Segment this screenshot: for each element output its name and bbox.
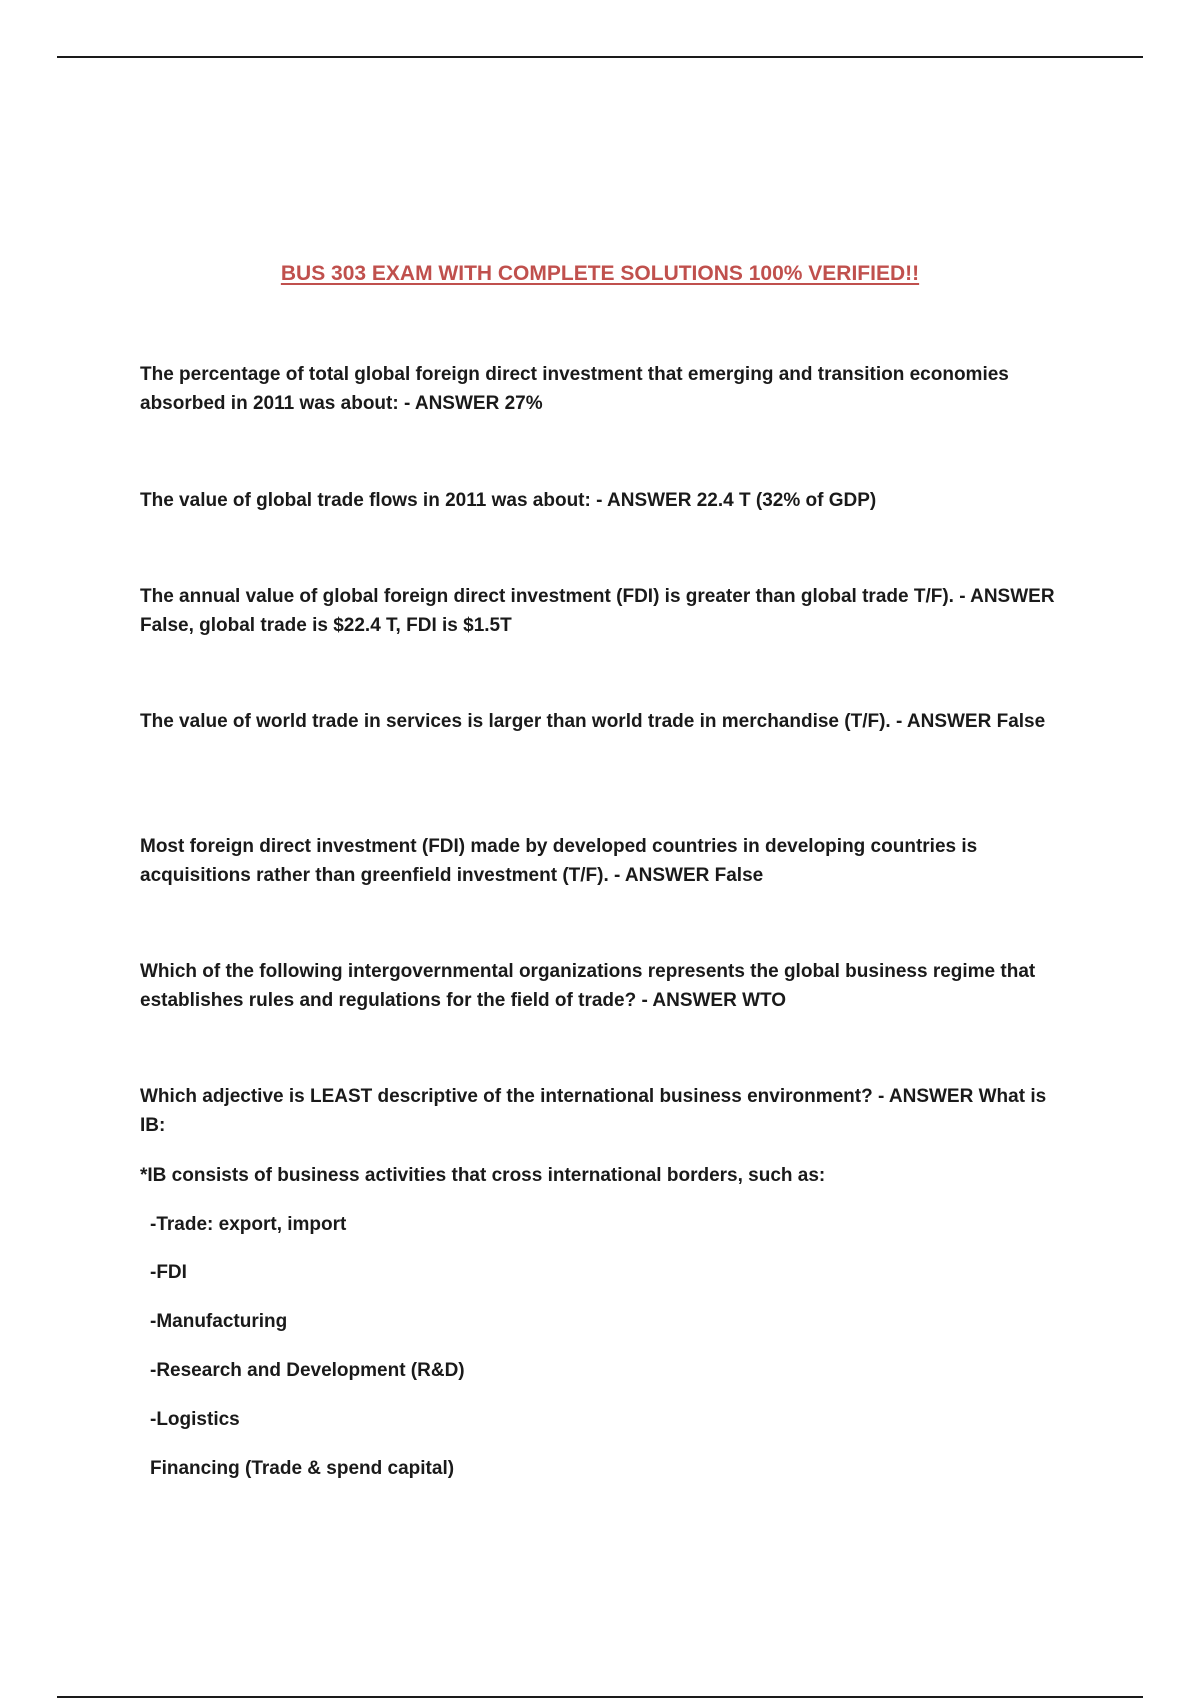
ib-activity-item: Financing (Trade & spend capital) bbox=[150, 1458, 455, 1479]
bottom-rule bbox=[57, 1696, 1143, 1698]
ib-activity-item: -Research and Development (R&D) bbox=[150, 1360, 465, 1381]
document-title: BUS 303 EXAM WITH COMPLETE SOLUTIONS 100% VERIFIED!! bbox=[280, 262, 920, 285]
top-rule bbox=[57, 56, 1143, 58]
question-answer-6: Which of the following intergovernmental organizations represents the global business regime that establishes rules and regulations for the field of trade? - ANSWER WTO bbox=[140, 961, 1036, 1011]
ib-activity-item: -Logistics bbox=[150, 1409, 240, 1430]
ib-definition: *IB consists of business activities that cross international borders, such as: bbox=[140, 1165, 826, 1186]
ib-activity-item: -Manufacturing bbox=[150, 1311, 288, 1332]
question-answer-3: The annual value of global foreign direct investment (FDI) is greater than global trade T/F). - ANSWER False, global trade is $22.4 T, FDI is $1.5T bbox=[140, 586, 1055, 636]
question-answer-1: The percentage of total global foreign direct investment that emerging and transition economies absorbed in 2011 was about: - ANSWER 27% bbox=[140, 364, 1009, 414]
ib-activity-item: -Trade: export, import bbox=[150, 1214, 347, 1235]
question-answer-7: Which adjective is LEAST descriptive of the international business environment? - ANSWER What is IB: bbox=[140, 1086, 1047, 1136]
question-answer-4: The value of world trade in services is larger than world trade in merchandise (T/F). - ANSWER False bbox=[140, 711, 1046, 732]
ib-activity-item: -FDI bbox=[150, 1262, 187, 1283]
question-answer-5: Most foreign direct investment (FDI) made by developed countries in developing countries is acquisitions rather than greenfield investment (T/F). - ANSWER False bbox=[140, 836, 978, 886]
question-answer-2: The value of global trade flows in 2011 was about: - ANSWER 22.4 T (32% of GDP) bbox=[140, 490, 877, 511]
